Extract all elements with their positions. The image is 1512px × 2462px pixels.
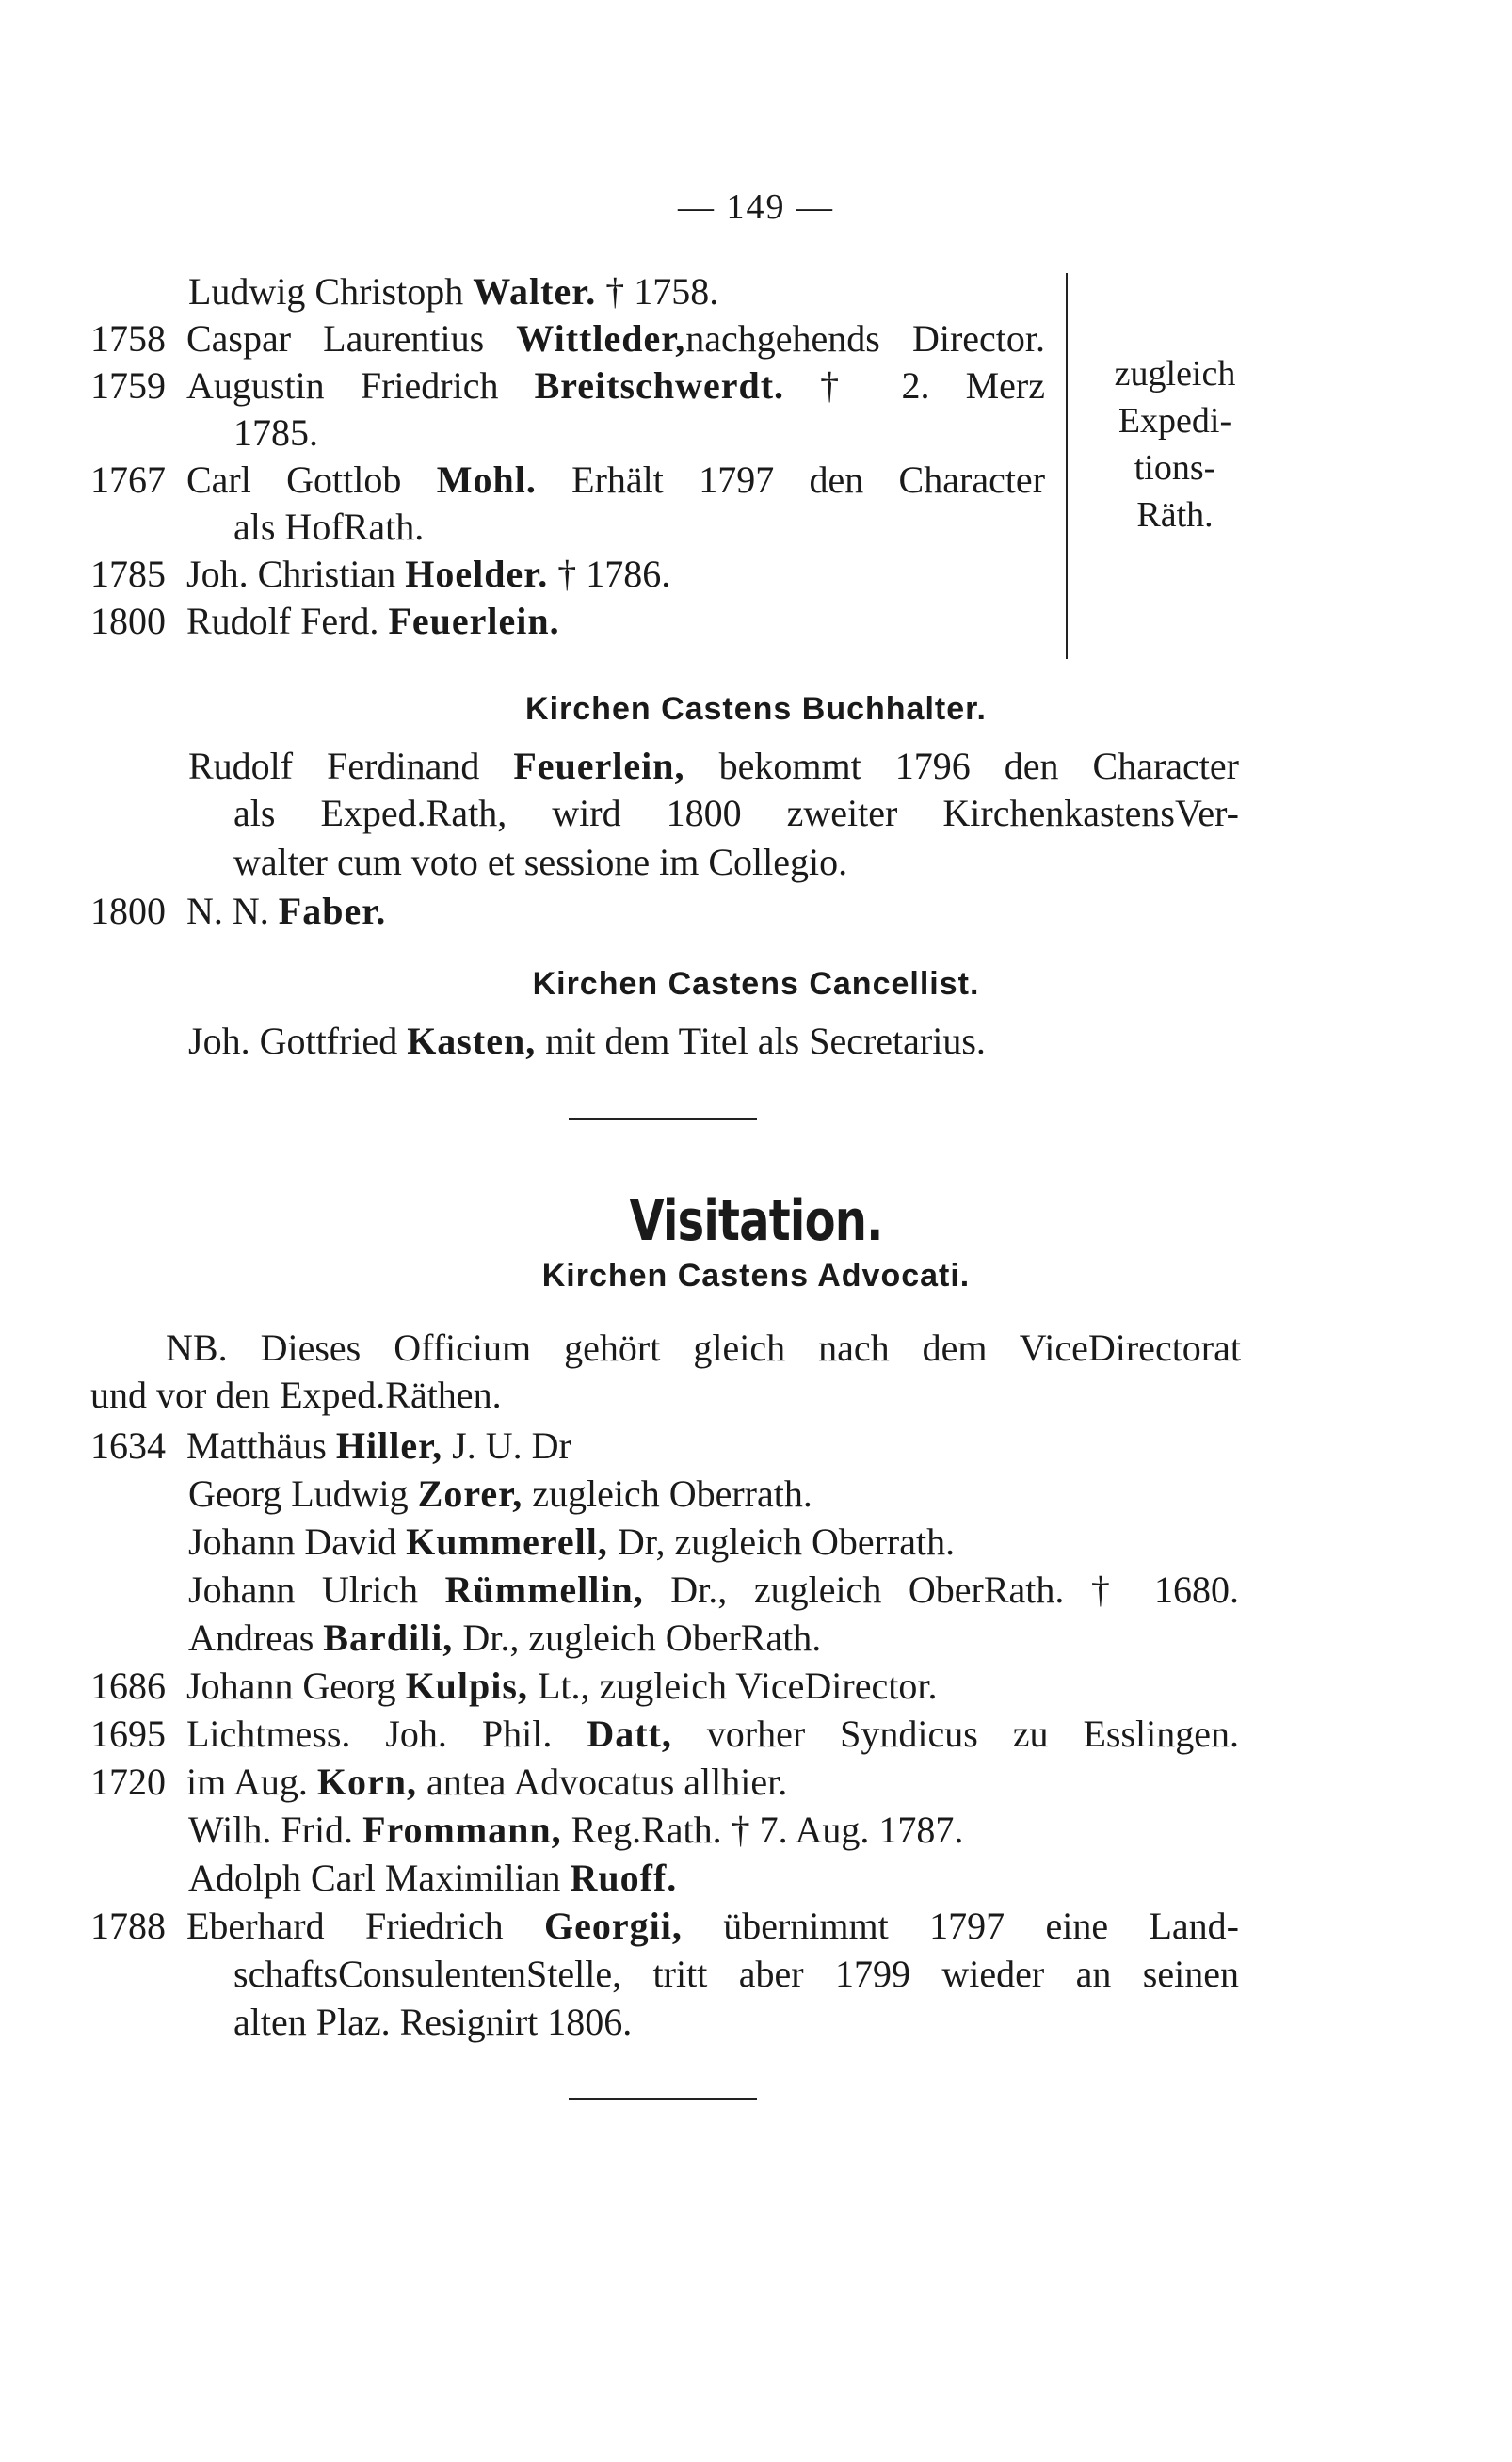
person-name: Feuerlein, [513, 745, 685, 787]
entry-year: 1758 [90, 317, 166, 360]
person-name: Feuerlein. [388, 600, 560, 642]
end-rule [569, 2098, 757, 2100]
section-rule [569, 1118, 757, 1120]
entry-text: J. U. Dr [442, 1424, 571, 1467]
text-line [188, 1856, 677, 1901]
entry-text: zugleich Oberrath. [523, 1472, 812, 1515]
entry-text: vorher Syndicus zu Esslingen. [671, 1713, 1240, 1755]
entry-text: Reg.Rath. † 7. Aug. 1787. [561, 1809, 964, 1851]
side-note [1100, 350, 1250, 539]
person-name: Datt, [587, 1713, 672, 1755]
text-line [90, 458, 1045, 503]
text-line [90, 316, 1045, 362]
text-line [90, 1424, 571, 1469]
bracket-line [1066, 273, 1068, 659]
entry-year: 1686 [90, 1665, 166, 1707]
person-name: Hoelder. [405, 553, 549, 595]
text-line [233, 791, 1239, 836]
side-note-line: Räth. [1136, 495, 1214, 535]
side-note-line: Expedi- [1118, 401, 1232, 441]
entry-text: Joh. Gottfried [188, 1020, 408, 1062]
text-line [90, 1760, 787, 1805]
entry-text: Johann David [188, 1521, 407, 1563]
entry-text: walter cum voto et sessione im Collegio. [233, 841, 848, 883]
person-name: Kulpis, [405, 1665, 528, 1707]
entry-text: alten Plaz. Resignirt 1806. [233, 2001, 633, 2043]
text-line [90, 552, 670, 597]
text-line [188, 1019, 986, 1064]
text-line [90, 363, 1045, 409]
text-line [233, 2000, 632, 2045]
entry-text: 1785. [233, 411, 318, 454]
entry-text: Georg Ludwig [188, 1472, 418, 1515]
person-name: Ruoff. [570, 1857, 678, 1899]
entry-text: Eberhard Friedrich [186, 1905, 544, 1947]
person-name: Frommann, [362, 1809, 562, 1851]
text-line [90, 1712, 1239, 1757]
section-title: Visitation. [629, 1188, 883, 1254]
heading-buchhalter: Kirchen Castens Buchhalter. [525, 691, 987, 727]
text-line [188, 1808, 963, 1853]
person-name: Walter. [473, 270, 597, 313]
entry-year: 1800 [90, 890, 166, 932]
text-line [188, 1472, 812, 1517]
text-line [188, 269, 718, 314]
entry-year: 1634 [90, 1424, 166, 1467]
entry-text: Ludwig Christoph [188, 270, 474, 313]
entry-text: Carl Gottlob [186, 459, 437, 501]
person-name: Korn, [316, 1761, 418, 1803]
text-line [233, 410, 318, 456]
entry-text: nachgehends Director. [685, 317, 1045, 360]
text-line [90, 889, 386, 934]
entry-year: 1720 [90, 1761, 166, 1803]
person-name: Georgii, [543, 1905, 683, 1947]
person-name: Faber. [278, 890, 387, 932]
side-note-line: zugleich [1114, 354, 1236, 394]
entry-text: als HofRath. [233, 506, 425, 548]
entry-year: 1767 [90, 459, 166, 501]
text-line [188, 1616, 821, 1661]
text-line [90, 1664, 937, 1709]
entry-text: Dr, zugleich Oberrath. [607, 1521, 956, 1563]
text-line [188, 1520, 955, 1565]
entry-text: Lt., zugleich ViceDirector. [527, 1665, 938, 1707]
entry-text: Caspar Laurentius [186, 317, 517, 360]
nb-line: und vor den Exped.Räthen. [90, 1374, 502, 1416]
entry-text: Augustin Friedrich [186, 364, 535, 407]
person-name: Hiller, [335, 1424, 443, 1467]
entry-text: Matthäus [186, 1424, 336, 1467]
heading-advocati: Kirchen Castens Advocati. [541, 1258, 971, 1294]
entry-text: Andreas [188, 1617, 324, 1659]
text-line [90, 599, 560, 644]
text-line [90, 1904, 1239, 1949]
entry-text: Rudolf Ferd. [186, 600, 389, 642]
entry-year: 1788 [90, 1905, 166, 1947]
entry-text: Rudolf Ferdinand [188, 745, 514, 787]
person-name: Wittleder, [516, 317, 686, 360]
side-note-line: tions- [1134, 448, 1216, 488]
person-name: Breitschwerdt. [534, 364, 785, 407]
entry-text: Dr., zugleich OberRath. † 1680. [643, 1569, 1239, 1611]
entry-text: † 1786. [548, 553, 671, 595]
entry-text: Johann Ulrich [188, 1569, 445, 1611]
entry-text: mit dem Titel als Secretarius. [536, 1020, 986, 1062]
entry-text: im Aug. [186, 1761, 317, 1803]
entry-text: antea Advocatus allhier. [417, 1761, 788, 1803]
entry-text: bekommt 1796 den Character [684, 745, 1239, 787]
entry-text: übernimmt 1797 eine Land- [682, 1905, 1240, 1947]
entry-text: Wilh. Frid. [188, 1809, 363, 1851]
entry-text: Erhält 1797 den Character [536, 459, 1046, 501]
text-line [233, 840, 847, 885]
nb-line: NB. Dieses Officium gehört gleich nach dem ViceDirectorat [166, 1327, 1241, 1369]
entry-text: † 1758. [596, 270, 719, 313]
person-name: Mohl. [436, 459, 537, 501]
entry-year: 1800 [90, 600, 166, 642]
heading-cancellist: Kirchen Castens Cancellist. [532, 966, 980, 1002]
text-line [188, 1568, 1239, 1613]
person-name: Kasten, [407, 1020, 537, 1062]
entry-text: Johann Georg [186, 1665, 406, 1707]
entry-text: † 2. Merz [784, 364, 1045, 407]
person-name: Kummerell, [406, 1521, 608, 1563]
entry-year: 1695 [90, 1713, 166, 1755]
entry-year: 1759 [90, 364, 166, 407]
entry-text: Joh. Christian [186, 553, 406, 595]
entry-text: schaftsConsulentenStelle, tritt aber 1799 wieder an seinen [233, 1953, 1239, 1995]
entry-text: Dr., zugleich OberRath. [453, 1617, 822, 1659]
entry-year: 1785 [90, 553, 166, 595]
text-line [188, 744, 1239, 789]
text-line [233, 505, 424, 550]
page-number: — 149 — [678, 187, 834, 227]
person-name: Zorer, [417, 1472, 523, 1515]
person-name: Bardili, [323, 1617, 454, 1659]
entry-text: N. N. [186, 890, 279, 932]
entry-text: Adolph Carl Maximilian [188, 1857, 571, 1899]
entry-text: Lichtmess. Joh. Phil. [186, 1713, 587, 1755]
text-line [233, 1952, 1239, 1997]
entry-text: als Exped.Rath, wird 1800 zweiter KirchenkastensVer- [233, 792, 1239, 834]
person-name: Rümmellin, [444, 1569, 644, 1611]
